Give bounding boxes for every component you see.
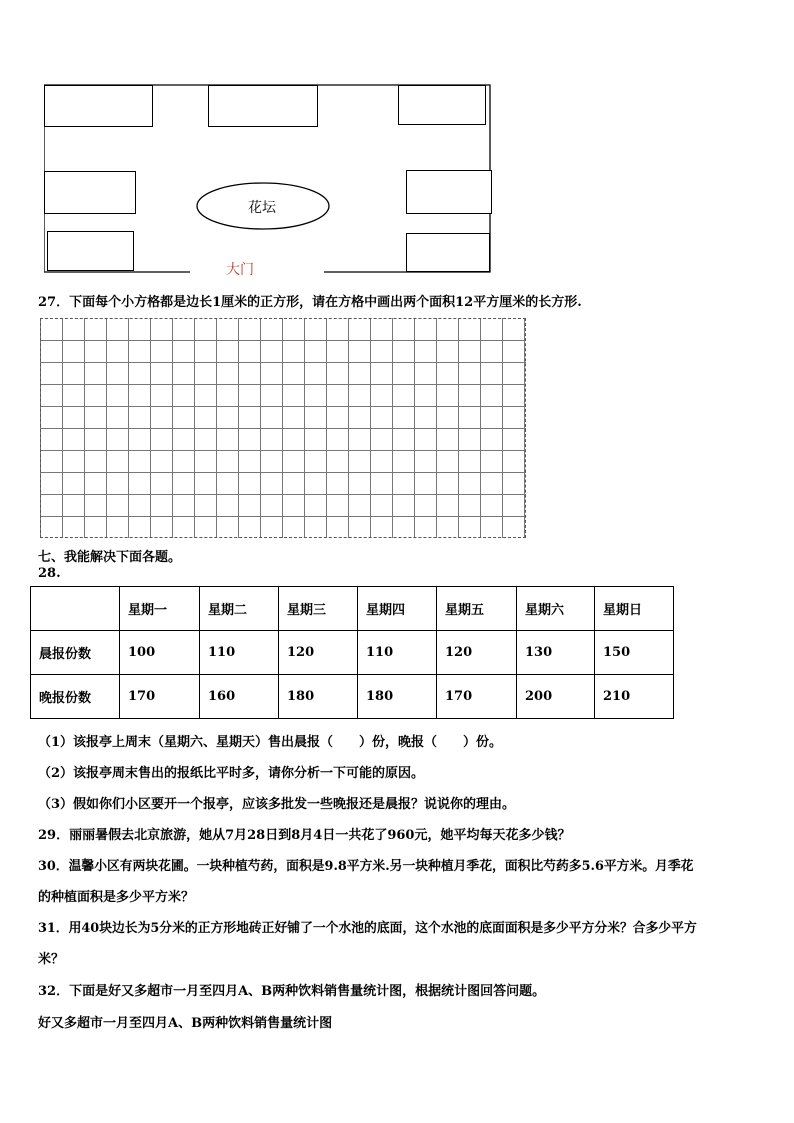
table-cell: 200	[517, 675, 595, 719]
chart-title: 好又多超市一月至四月A、B两种饮料销售量统计图	[38, 1016, 333, 1031]
table-cell: 160	[200, 675, 279, 719]
table-row	[31, 631, 674, 675]
question-27: 27．下面每个小方格都是边长1厘米的正方形，请在方格中画出两个面积12平方厘米的长方形.	[38, 295, 582, 310]
question-29: 29．丽丽暑假去北京旅游，她从7月28日到8月4日一共花了960元，她平均每天花多少钱？	[38, 828, 571, 843]
question-28-number: 28.	[38, 566, 61, 581]
table-cell: 120	[279, 631, 358, 675]
building-top-left	[44, 85, 153, 127]
building-top-middle	[208, 85, 318, 127]
table-cell: 120	[437, 631, 517, 675]
table-header-cell: 星期四	[358, 587, 437, 631]
row-label: 晚报份数	[31, 675, 120, 719]
question-30-line1: 30．温馨小区有两块花圃。一块种植芍药，面积是9.8平方米.另一块种植月季花，面积比芍药多5.6平方米。月季花	[38, 859, 694, 874]
table-header-cell: 星期六	[517, 587, 595, 631]
table-header-cell: 星期日	[595, 587, 674, 631]
park-diagram	[44, 84, 491, 274]
table-cell: 110	[200, 631, 279, 675]
table-cell: 110	[358, 631, 437, 675]
table-header-cell: 星期五	[437, 587, 517, 631]
building-middle-left	[44, 171, 136, 214]
question-31-line2: 米？	[38, 952, 65, 967]
building-bottom-right	[406, 233, 490, 272]
table-cell: 100	[120, 631, 200, 675]
building-middle-right	[406, 170, 492, 214]
table-cell	[31, 587, 120, 631]
table-cell: 210	[595, 675, 674, 719]
table-cell: 150	[595, 631, 674, 675]
gate-label: 大门	[226, 262, 254, 278]
row-label: 晨报份数	[31, 631, 120, 675]
table-cell: 180	[279, 675, 358, 719]
question-32: 32．下面是好又多超市一月至四月A、B两种饮料销售量统计图，根据统计图回答问题。	[38, 984, 546, 999]
table-row	[31, 675, 674, 719]
table-cell: 180	[358, 675, 437, 719]
building-top-right	[398, 85, 486, 125]
table-cell: 170	[437, 675, 517, 719]
table-cell: 170	[120, 675, 200, 719]
table-header-cell: 星期二	[200, 587, 279, 631]
question-28-sub1: （1）该报亭上周末（星期六、星期天）售出晨报（ ）份，晚报（ ）份。	[38, 735, 503, 750]
question-30-line2: 的种植面积是多少平方米？	[38, 890, 195, 905]
question-31-line1: 31．用40块边长为5分米的正方形地砖正好铺了一个水池的底面，这个水池的底面面积是多少平方分米？合多少平方	[38, 921, 697, 936]
table-header-row	[31, 587, 674, 631]
question-28-sub3: （3）假如你们小区要开一个报亭，应该多批发一些晚报还是晨报？说说你的理由。	[38, 797, 516, 812]
section-7-title: 七、我能解决下面各题。	[38, 550, 182, 565]
flowerbed-label: 花坛	[248, 200, 276, 216]
newspaper-sales-table	[30, 586, 674, 719]
table-header-cell: 星期三	[279, 587, 358, 631]
question-28-sub2: （2）该报亭周末售出的报纸比平时多，请你分析一下可能的原因。	[38, 766, 425, 781]
square-grid[interactable]	[40, 318, 526, 538]
building-bottom-left	[47, 231, 134, 271]
table-cell: 130	[517, 631, 595, 675]
table-header-cell: 星期一	[120, 587, 200, 631]
